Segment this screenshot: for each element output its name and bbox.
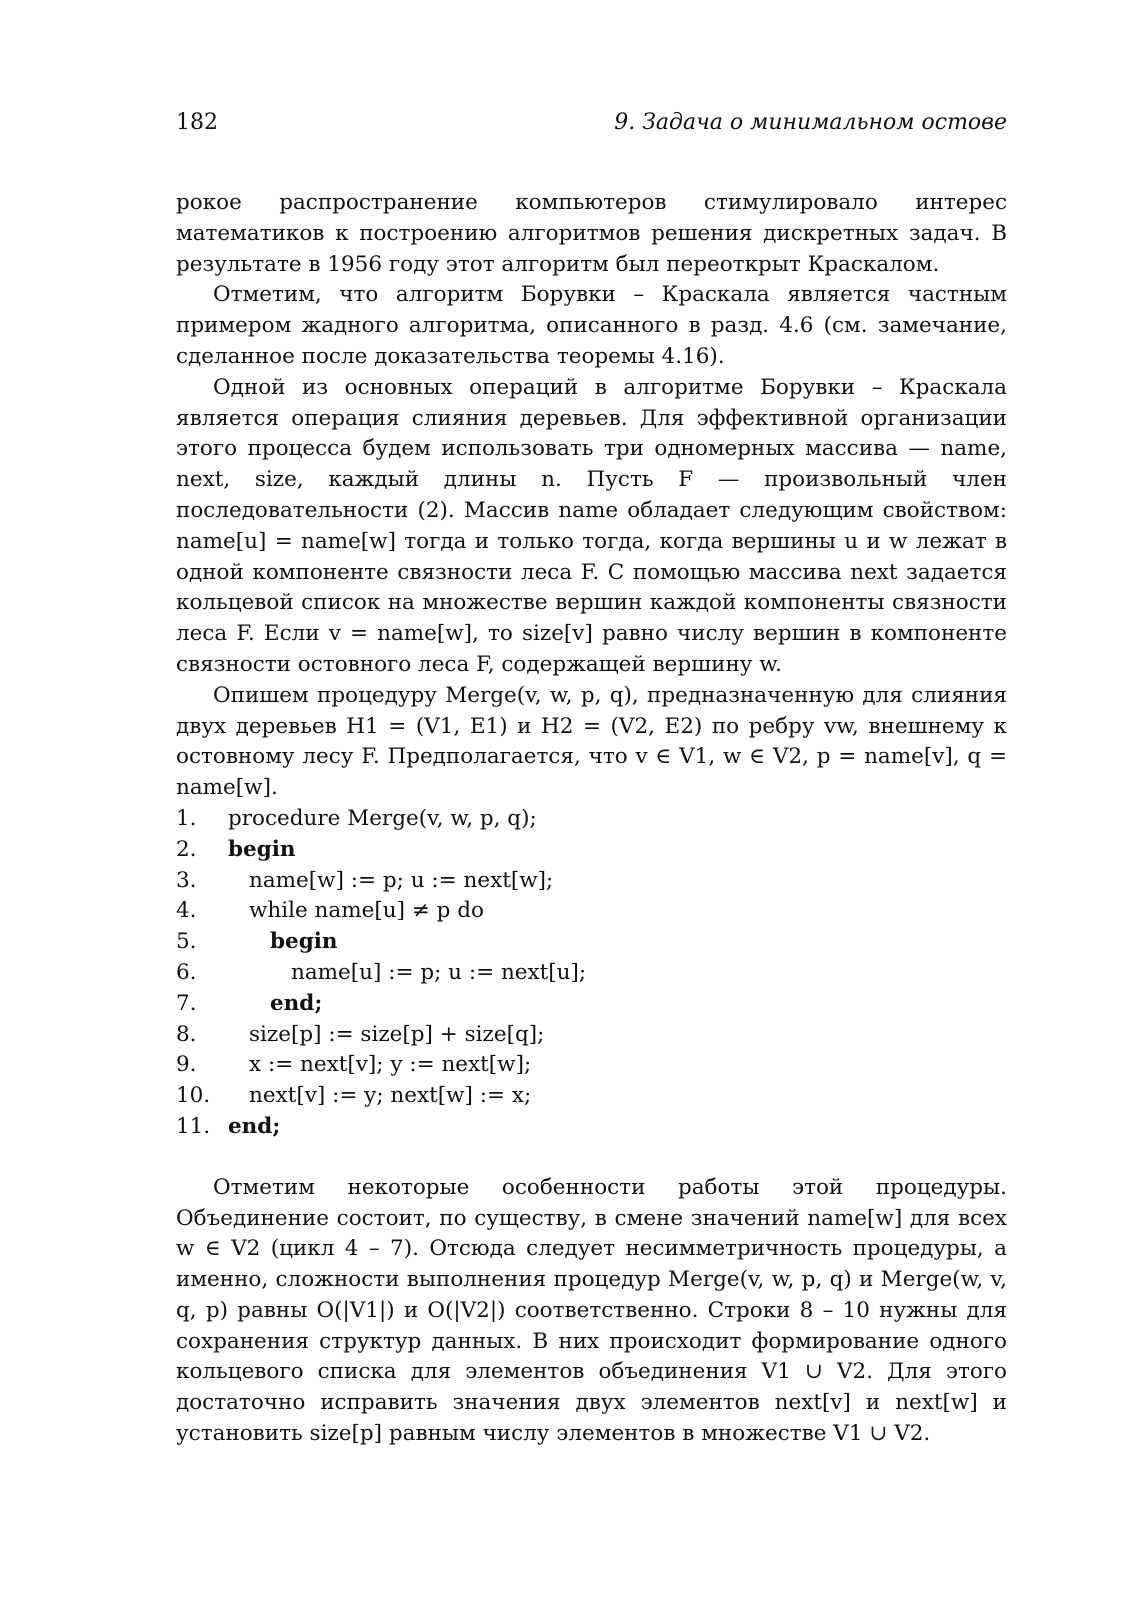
line-number: 6. — [176, 959, 197, 985]
line-number: 7. — [176, 990, 197, 1016]
algo-code: end; — [228, 1113, 281, 1139]
algo-line — [176, 989, 1007, 1020]
body-text — [176, 188, 1007, 1450]
line-number: 2. — [176, 836, 197, 862]
running-title: 9. Задача о минимальном остове — [614, 110, 1007, 135]
line-number: 8. — [176, 1021, 197, 1047]
line-number: 1. — [176, 805, 197, 831]
algo-code: begin — [270, 929, 338, 955]
paragraph-4: Опишем процедуру Merge(v, w, p, q), предназначенную для слияния двух деревьев H1 = (V1, E1) и H2 = (V2, E2) по ребру vw, внешнему к остовному лесу F. Предполагается, что v ∈ V1, w ∈ V2, p = name[v], q = name[w]. — [176, 682, 1007, 801]
page-header — [176, 108, 1007, 138]
algo-code: size[p] := size[p] + size[q]; — [249, 1021, 545, 1047]
algo-line — [176, 1050, 1007, 1081]
paragraph-1: рокое распространение компьютеров стимулировало интерес математиков к построению алгоритмов решения дискретных задач. В результате в 1956 году этот алгоритм был переоткрыт Краскалом. — [176, 190, 1007, 277]
algo-line — [176, 1020, 1007, 1051]
algo-line — [176, 896, 1007, 927]
algo-code: name[w] := p; u := next[w]; — [249, 867, 554, 893]
algo-code: name[u] := p; u := next[u]; — [291, 959, 587, 985]
line-number: 10. — [176, 1083, 211, 1109]
algo-line — [176, 866, 1007, 897]
algo-line — [176, 804, 1007, 835]
algo-code: next[v] := y; next[w] := x; — [249, 1083, 532, 1109]
page-number: 182 — [176, 110, 218, 135]
procedure-merge-listing — [176, 804, 1007, 1143]
algo-line — [176, 1081, 1007, 1112]
algo-code: procedure Merge(v, w, p, q); — [228, 805, 537, 831]
paragraph-5: Отметим некоторые особенности работы этой процедуры. Объединение состоит, по существу, в смене значений name[w] для всех w ∈ V2 (цикл 4 – 7). Отсюда следует несимметричность процедуры, а именно, сложности выполнения процедур Merge(v, w, p, q) и Merge(w, v, q, p) равны O(|V1|) и O(|V2|) соответственно. Строки 8 – 10 нужны для сохранения структур данных. В них происходит формирование одного кольцевого списка для элементов объединения V1 ∪ V2. Для этого достаточно исправить значения двух элементов next[v] и next[w] и установить size[p] равным числу элементов в множестве V1 ∪ V2. — [176, 1174, 1007, 1447]
line-number: 5. — [176, 929, 197, 955]
paragraph-3: Одной из основных операций в алгоритме Борувки – Краскала является операция слияния деревьев. Для эффективной организации этого процесса будем использовать три одномерных массива — name, next, size, каждый длины n. Пусть F — произвольный член последовательности (2). Массив name обладает следующим свойством: name[u] = name[w] тогда и только тогда, когда вершины u и w лежат в одной компоненте связности леса F. С помощью массива next задается кольцевой список на множестве вершин каждой компоненты связности леса F. Если v = name[w], то size[v] равно числу вершин в компоненте связности остовного леса F, содержащей вершину w. — [176, 374, 1007, 677]
spacer — [176, 1143, 1007, 1173]
document-page — [176, 108, 1007, 1450]
algo-line — [176, 1112, 1007, 1143]
algo-code: while name[u] ≠ p do — [249, 898, 484, 924]
paragraph-2: Отметим, что алгоритм Борувки – Краскала является частным примером жадного алгоритма, описанного в разд. 4.6 (см. замечание, сделанное после доказательства теоремы 4.16). — [176, 282, 1007, 369]
algo-line — [176, 835, 1007, 866]
line-number: 3. — [176, 867, 197, 893]
algo-code: x := next[v]; y := next[w]; — [249, 1052, 532, 1078]
algo-line — [176, 927, 1007, 958]
algo-code: begin — [228, 836, 296, 862]
line-number: 4. — [176, 898, 197, 924]
line-number: 9. — [176, 1052, 197, 1078]
algo-line — [176, 958, 1007, 989]
line-number: 11. — [176, 1113, 211, 1139]
algo-code: end; — [270, 990, 323, 1016]
